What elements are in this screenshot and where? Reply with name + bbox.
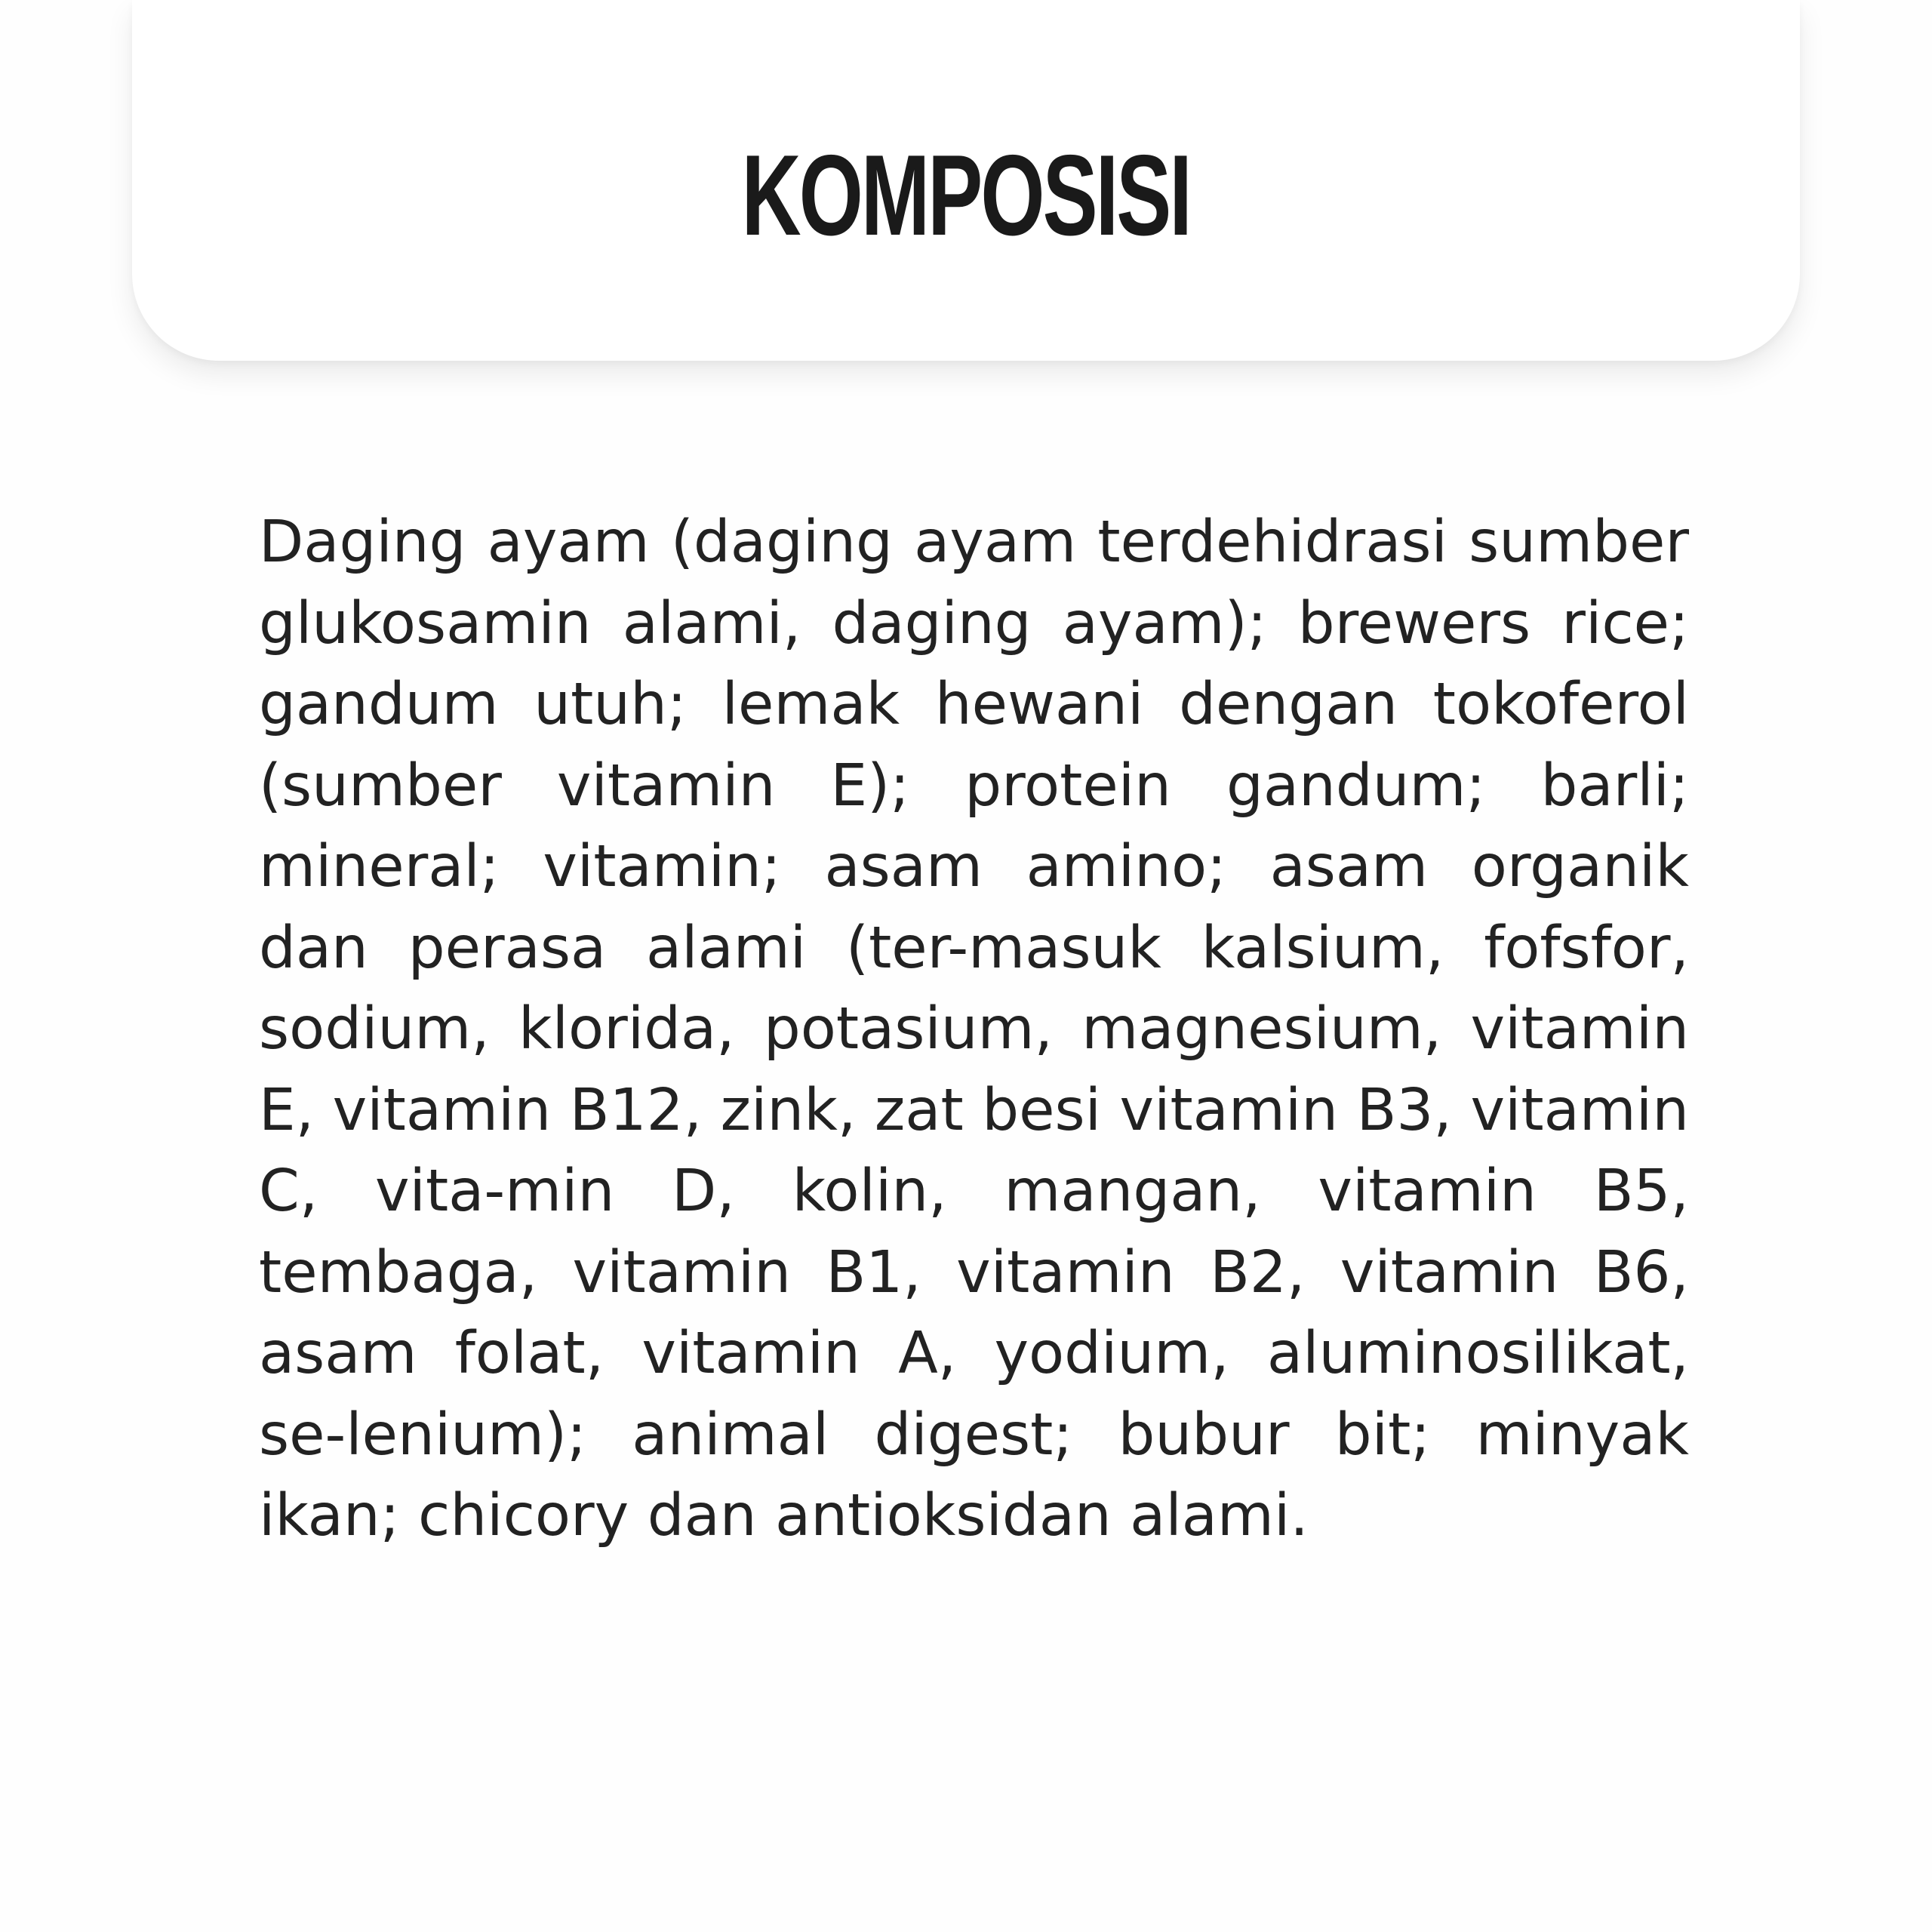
header-card: [132, 0, 1800, 361]
page-title: KOMPOSISI: [741, 131, 1191, 260]
composition-text: Daging ayam (daging ayam terdehidrasi sumber glukosamin alami, daging ayam); brewers rice; gandum utuh; lemak hewani dengan tokoferol (sumber vitamin E); protein gandum; barli; mineral; vitamin; asam amino; asam organik dan perasa alami (ter-masuk kalsium, fofsfor, sodium, klorida, potasium, magnesium, vitamin E, vitamin B12, zink, zat besi vitamin B3, vitamin C, vita-min D, kolin, mangan, vitamin B5, tembaga, vitamin B1, vitamin B2, vitamin B6, asam folat, vitamin A, yodium, aluminosilikat, se-lenium); animal digest; bubur bit; minyak ikan; chicory dan antioksidan alami.: [259, 509, 1689, 1549]
